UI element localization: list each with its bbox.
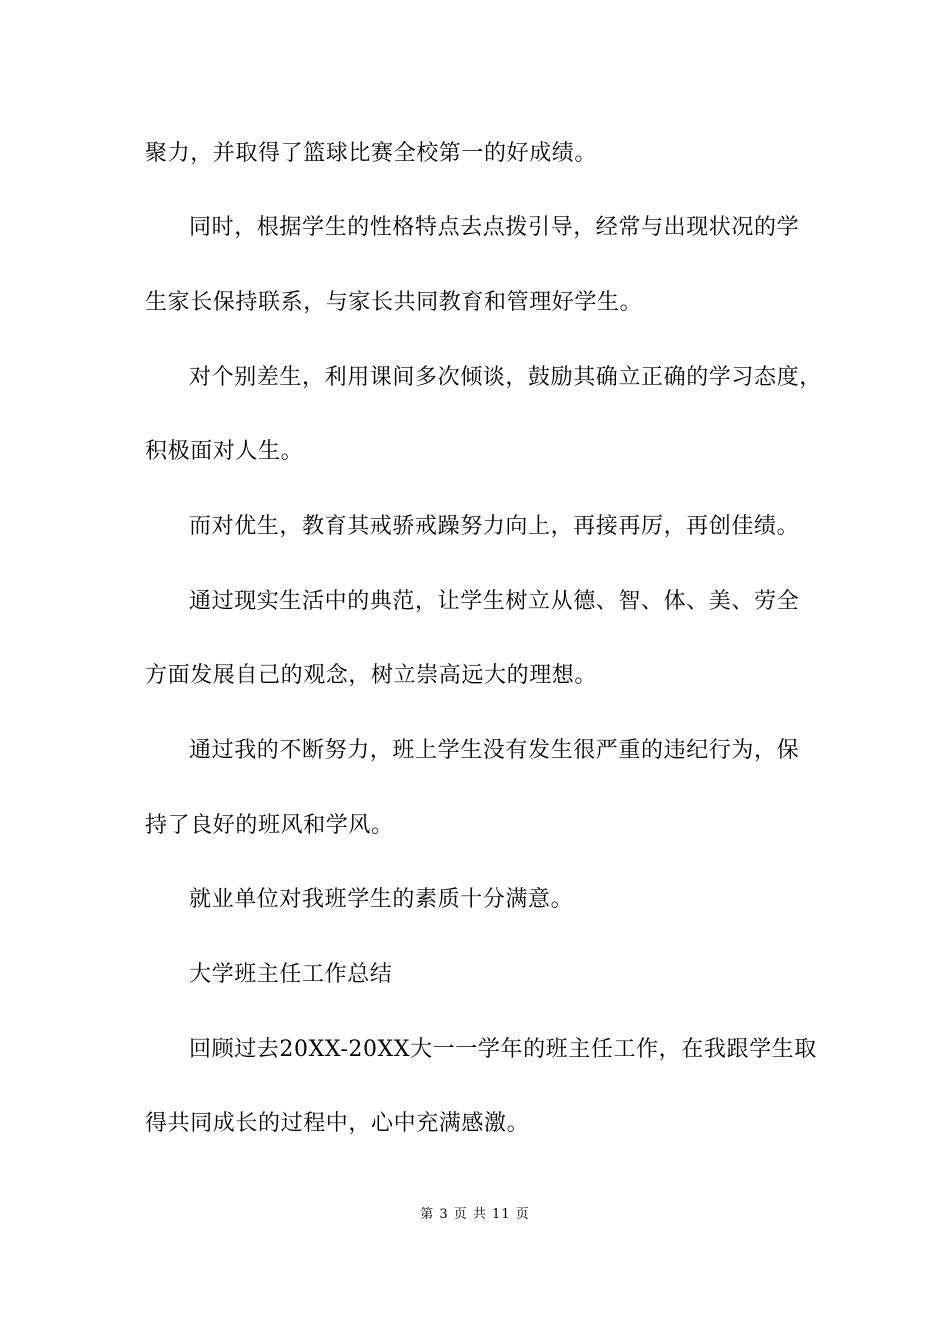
page-number-footer: 第 3 页 共 11 页 [420,1207,530,1222]
body-line: 通过现实生活中的典范，让学生树立从德、智、体、美、劳全 [189,589,800,614]
body-line: 回顾过去20XX-20XX大一一学年的班主任工作，在我跟学生取 [189,1037,817,1062]
body-line: 积极面对人生。 [145,439,304,464]
body-line: 对个别差生，利用课间多次倾谈，鼓励其确立正确的学习态度， [189,365,822,390]
body-line: 同时，根据学生的性格特点去点拨引导，经常与出现状况的学 [189,215,800,240]
body-line: 持了良好的班风和学风。 [145,813,394,838]
body-line: 得共同成长的过程中，心中充满感激。 [145,1111,530,1136]
body-line: 通过我的不断努力，班上学生没有发生很严重的违纪行为，保 [189,738,800,763]
body-line: 聚力，并取得了篮球比赛全校第一的好成绩。 [145,141,598,166]
section-heading: 大学班主任工作总结 [189,962,393,987]
body-line: 而对优生，教育其戒骄戒躁努力向上，再接再厉，再创佳绩。 [189,514,800,539]
body-line: 就业单位对我班学生的素质十分满意。 [189,887,574,912]
body-line: 方面发展自己的观念，树立崇高远大的理想。 [145,663,598,688]
body-line: 生家长保持联系，与家长共同教育和管理好学生。 [145,290,643,315]
